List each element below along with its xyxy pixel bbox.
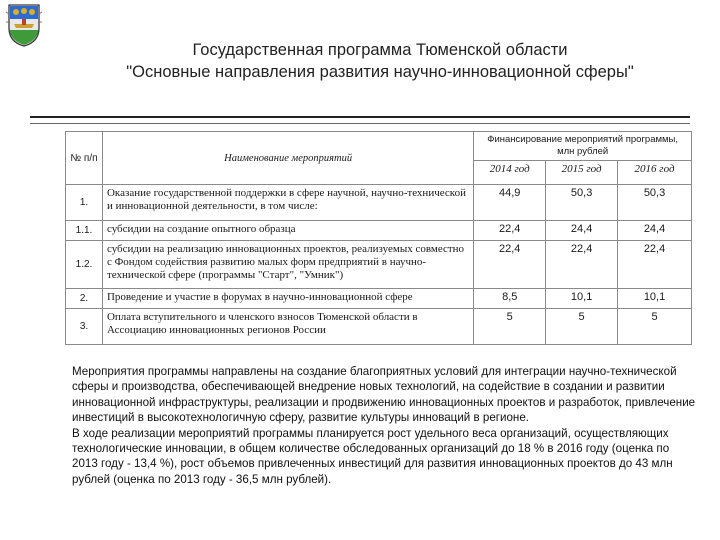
description-paragraph-1: Мероприятия программы направлены на создание благоприятных условий для интеграции научно-технической сферы и производства, обеспечивающей внедрение новых технологий, на содействие в создании и развитии инновационной инфраструктуры, реализации и продвижению инновационных проектов и разработок, привлечение инвестиций в высокотехнологичную сферу, развитие культуры инноваций в регионе. xyxy=(72,365,696,425)
row-activity: Оплата вступительного и членского взносов Тюменской области в Ассоциацию инновационных регионов России xyxy=(102,309,473,345)
row-activity: Оказание государственной поддержки в сфере научной, научно-технической и инновационной деятельности, в том числе: xyxy=(102,185,473,221)
value-2016: 5 xyxy=(618,309,692,345)
description-paragraph-2: В ходе реализации мероприятий программы планируется рост удельного веса организаций, осуществляющих технологические инновации, в общем количестве обследованных организаций до 18 % в 2016 году (оценка по 2013 году - 13,4 %), рост объемов привлеченных инвестиций для развития инновационных проектов до 43 млн рублей (оценка по 2013 году - 36,5 млн рублей). xyxy=(72,426,673,486)
col-num-header: № п/п xyxy=(66,132,103,185)
value-2015: 24,4 xyxy=(546,221,618,241)
col-name-header: Наименование мероприятий xyxy=(102,132,473,185)
value-2016: 22,4 xyxy=(618,241,692,289)
table-row xyxy=(66,185,692,221)
tyumen-coat-of-arms-icon xyxy=(4,2,44,48)
year-2016-header: 2016 год xyxy=(618,161,692,185)
value-2015: 5 xyxy=(546,309,618,345)
value-2014: 22,4 xyxy=(474,221,546,241)
program-table xyxy=(65,131,692,345)
table-row xyxy=(66,221,692,241)
table-row xyxy=(66,241,692,289)
table-row xyxy=(66,289,692,309)
table-header-row xyxy=(66,132,692,161)
value-2015: 50,3 xyxy=(546,185,618,221)
value-2016: 10,1 xyxy=(618,289,692,309)
row-activity: Проведение и участие в форумах в научно-инновационной сфере xyxy=(102,289,473,309)
page-title xyxy=(60,39,700,83)
value-2015: 22,4 xyxy=(546,241,618,289)
title-line-2: "Основные направления развития научно-инновационной сферы" xyxy=(126,63,634,81)
title-divider-thick xyxy=(30,116,690,118)
row-num: 3. xyxy=(66,309,103,345)
row-num: 2. xyxy=(66,289,103,309)
value-2016: 24,4 xyxy=(618,221,692,241)
row-num: 1. xyxy=(66,185,103,221)
value-2016: 50,3 xyxy=(618,185,692,221)
table-row xyxy=(66,309,692,345)
row-activity: субсидии на реализацию инновационных проектов, реализуемых совместно с Фондом содействия развитию малых форм предприятий в научно-технической сфере (программы "Старт", "Умник") xyxy=(102,241,473,289)
row-num: 1.1. xyxy=(66,221,103,241)
value-2014: 8,5 xyxy=(474,289,546,309)
year-2014-header: 2014 год xyxy=(474,161,546,185)
row-activity: субсидии на создание опытного образца xyxy=(102,221,473,241)
program-description xyxy=(72,364,697,487)
value-2014: 22,4 xyxy=(474,241,546,289)
row-num: 1.2. xyxy=(66,241,103,289)
value-2015: 10,1 xyxy=(546,289,618,309)
title-line-1: Государственная программа Тюменской области xyxy=(192,41,568,59)
year-2015-header: 2015 год xyxy=(546,161,618,185)
value-2014: 5 xyxy=(474,309,546,345)
col-financing-header: Финансирование мероприятий программы, млн рублей xyxy=(474,132,692,161)
title-divider-thin xyxy=(30,123,690,124)
value-2014: 44,9 xyxy=(474,185,546,221)
